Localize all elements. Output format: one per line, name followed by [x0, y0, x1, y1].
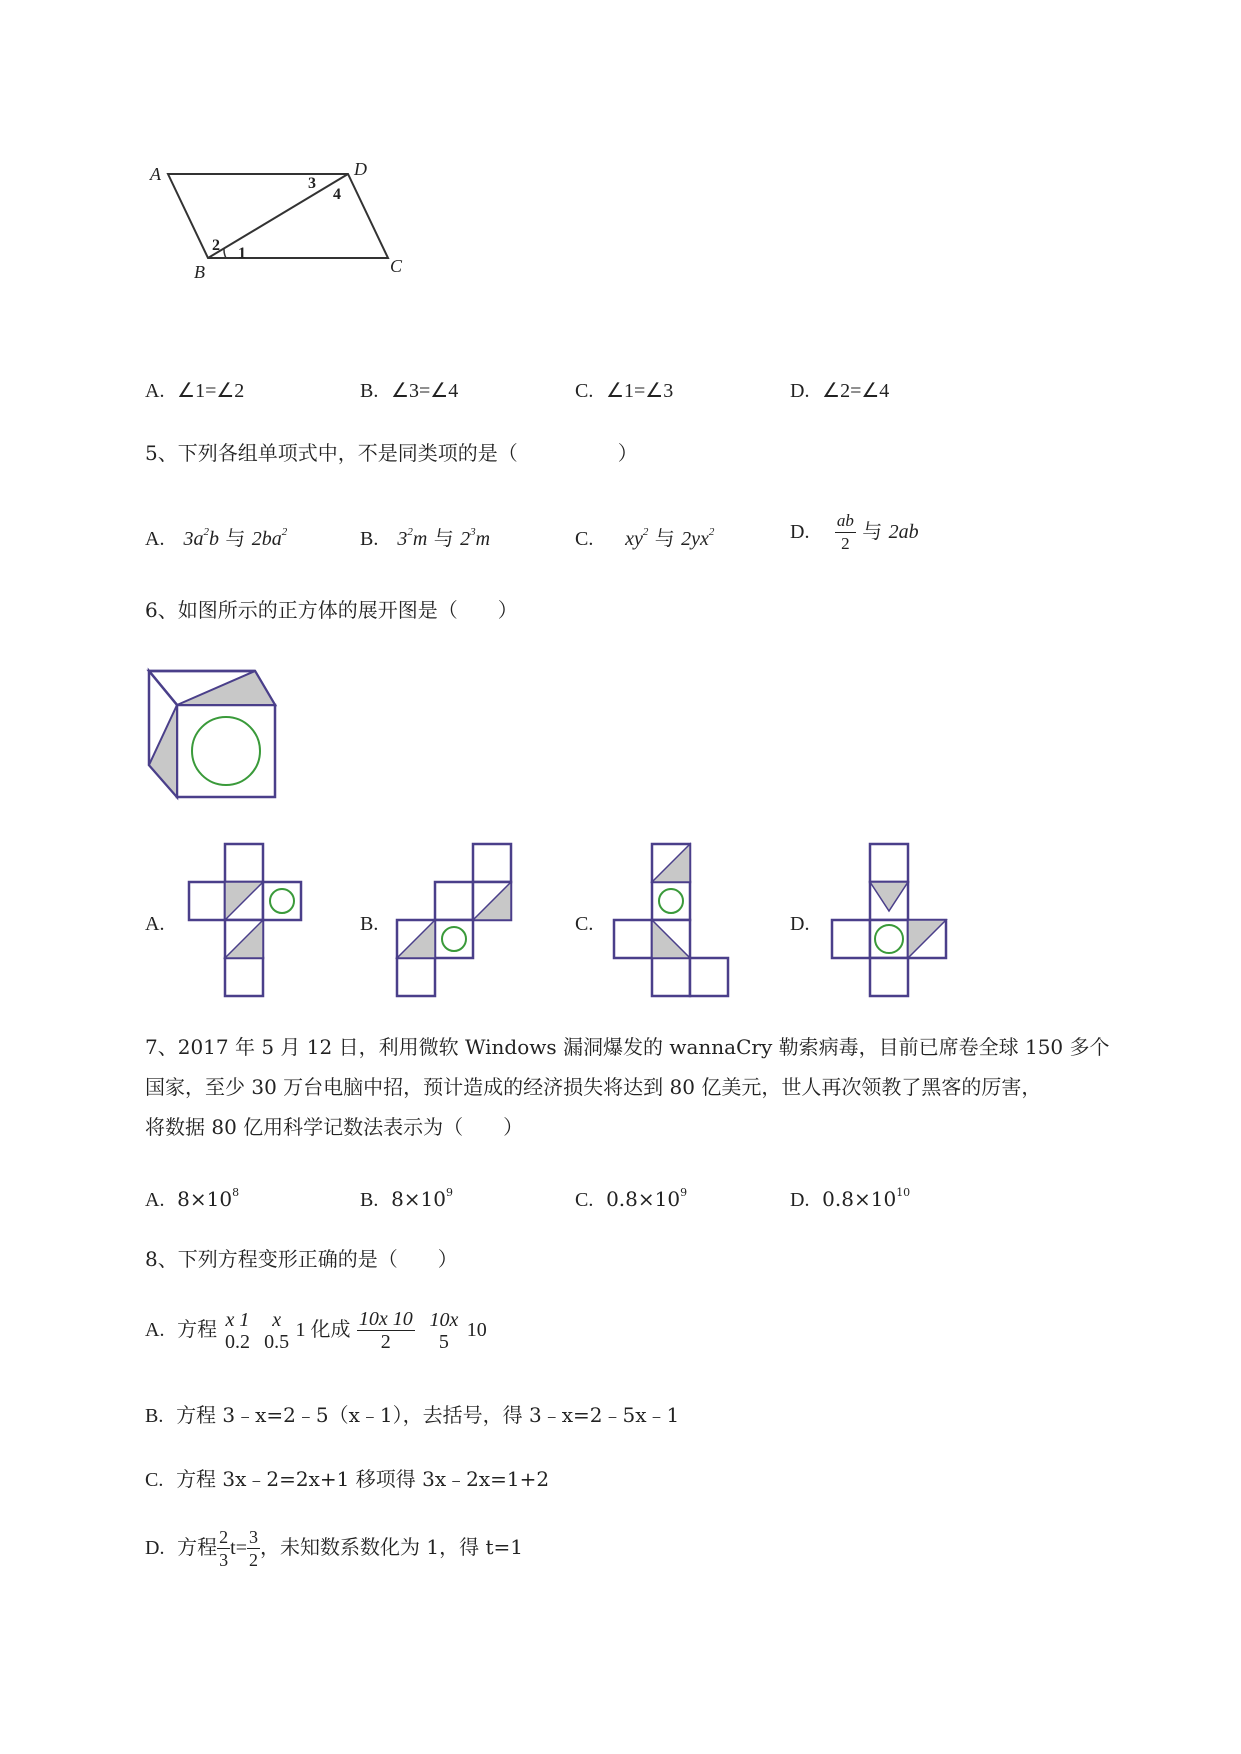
- q5-option-b[interactable]: [360, 519, 490, 552]
- monomial-2: $2ba^2$: [251, 526, 288, 550]
- q4-option-a[interactable]: [145, 377, 244, 404]
- option-label: D.: [790, 521, 810, 543]
- option-label: A.: [145, 1319, 165, 1341]
- option-value: $8\times 10^8$: [177, 1186, 240, 1211]
- q5-option-c[interactable]: [575, 519, 714, 552]
- angle-label-3: 3: [308, 175, 316, 192]
- option-label: B.: [360, 528, 379, 550]
- q7-stem-line-3: 将数据 80 亿用科学记数法表示为（ ）: [145, 1115, 524, 1139]
- angle-label-1: 1: [238, 245, 246, 262]
- option-label: A.: [145, 913, 165, 935]
- option-text: ∠2=∠4: [822, 380, 890, 402]
- option-label: B.: [145, 1405, 164, 1427]
- q7-stem-line-2: 国家，至少 30 万台电脑中招，预计造成的经济损失将达到 80 亿美元，世人再次领教了黑客的厉害，: [145, 1075, 1042, 1099]
- option-label: B.: [360, 913, 379, 935]
- cube-figure: [145, 665, 285, 805]
- q5-option-d[interactable]: [790, 510, 919, 555]
- q6-stem: 6、如图所示的正方体的展开图是（ ）: [145, 598, 518, 622]
- option-prefix: 方程: [177, 1535, 218, 1559]
- q4-option-c[interactable]: [575, 377, 673, 404]
- fraction-2: x 0.5: [264, 1308, 290, 1353]
- option-value: $0.8\times 10^{10}$: [822, 1186, 911, 1211]
- monomial-2: 2ab: [888, 521, 919, 543]
- parallelogram-figure: [140, 150, 430, 290]
- q8-option-d[interactable]: [145, 1526, 523, 1571]
- fraction-1: x 1 0.2: [224, 1308, 250, 1353]
- vertex-label-d: D: [354, 159, 367, 179]
- option-text: 方程 3x﹣2=2x+1 移项得 3x﹣2x=1+2: [176, 1467, 550, 1491]
- option-label: B.: [360, 1189, 379, 1211]
- angle-label-2: 2: [212, 237, 220, 254]
- monomial-1: $3^2m$: [397, 526, 428, 550]
- monomial-1: $xy^2$: [625, 526, 649, 550]
- q6-option-a[interactable]: [145, 910, 164, 937]
- monomial-2: $2^3m$: [460, 526, 491, 550]
- monomial-1: $3a^2b$: [183, 526, 220, 550]
- option-label: D.: [790, 913, 810, 935]
- q8-option-a[interactable]: [145, 1308, 487, 1353]
- net-option-c[interactable]: [610, 842, 740, 1002]
- option-value: $8\times 10^9$: [391, 1186, 453, 1211]
- conjunction: 与: [855, 519, 889, 543]
- option-text: ∠1=∠3: [606, 380, 674, 402]
- option-text: ∠3=∠4: [391, 380, 459, 402]
- option-label: D.: [790, 1189, 810, 1211]
- q6-option-b[interactable]: [360, 910, 378, 937]
- fraction-2: $\frac{3}{2}$: [249, 1527, 259, 1570]
- option-label: B.: [360, 380, 379, 402]
- vertex-label-b: B: [194, 262, 205, 282]
- q6-option-d[interactable]: [790, 910, 809, 937]
- q5-option-a[interactable]: [145, 519, 287, 552]
- option-text: 方程 3﹣x=2﹣5（x﹣1），去括号，得 3﹣x=2﹣5x﹣1: [176, 1403, 680, 1427]
- net-option-b[interactable]: [393, 842, 523, 1002]
- fraction-3: $\frac{10x 10}{2}$: [358, 1308, 413, 1353]
- fraction-1: $\frac{2}{3}$: [219, 1527, 229, 1570]
- q7-option-c[interactable]: [575, 1180, 687, 1213]
- option-label: C.: [575, 913, 594, 935]
- angle-label-4: 4: [333, 186, 341, 203]
- q7-stem-line-1: 7、2017 年 5 月 12 日，利用微软 Windows 漏洞爆发的 wannaCry 勒索病毒，目前已席卷全球 150 多个: [145, 1035, 1110, 1059]
- fraction: $\frac{ab}{2}$: [836, 511, 854, 553]
- net-option-d[interactable]: [828, 842, 958, 1002]
- vertex-label-c: C: [390, 256, 403, 276]
- option-label: C.: [145, 1469, 164, 1491]
- conjunction: 与: [427, 526, 461, 550]
- option-prefix: 方程: [177, 1317, 218, 1341]
- vertex-label-a: A: [150, 164, 161, 184]
- conjunction: 与: [219, 526, 252, 550]
- option-label: A.: [145, 380, 165, 402]
- option-text: ∠1=∠2: [177, 380, 245, 402]
- monomial-2: $2yx^2$: [681, 526, 715, 550]
- q7-option-a[interactable]: [145, 1180, 239, 1213]
- option-label: A.: [145, 1189, 165, 1211]
- q8-option-c[interactable]: [145, 1466, 549, 1493]
- q4-option-d[interactable]: [790, 377, 889, 404]
- fraction-4: 10x 5: [429, 1308, 459, 1353]
- q5-stem: 5、下列各组单项式中，不是同类项的是（ ）: [145, 441, 638, 465]
- q7-option-d[interactable]: [790, 1180, 910, 1213]
- conjunction: 与: [648, 526, 682, 550]
- q8-stem: 8、下列方程变形正确的是（ ）: [145, 1247, 458, 1271]
- net-option-a[interactable]: [185, 842, 305, 1002]
- option-label: D.: [145, 1537, 165, 1559]
- q8-option-b[interactable]: [145, 1402, 679, 1429]
- option-value: $0.8\times 10^9$: [606, 1186, 688, 1211]
- option-text: ，未知数系数化为 1，得 t=1: [260, 1535, 523, 1559]
- option-mid: 1 化成: [295, 1319, 351, 1341]
- option-label: D.: [790, 380, 810, 402]
- option-label: A.: [145, 528, 165, 550]
- q6-option-c[interactable]: [575, 910, 593, 937]
- q4-option-b[interactable]: [360, 377, 458, 404]
- q7-option-b[interactable]: [360, 1180, 453, 1213]
- option-label: C.: [575, 528, 594, 550]
- option-label: C.: [575, 380, 594, 402]
- variable: t=: [230, 1537, 248, 1559]
- option-label: C.: [575, 1189, 594, 1211]
- option-end: 10: [466, 1319, 487, 1341]
